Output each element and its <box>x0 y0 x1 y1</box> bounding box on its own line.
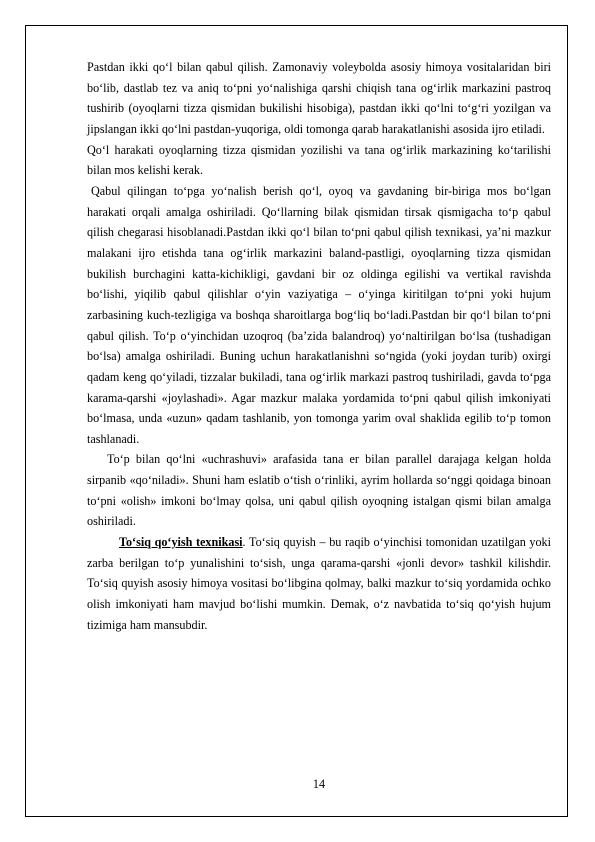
block-technique-text: To‘siq quyish – bu raqib o‘yinchisi tomonidan uzatilgan yoki zarba berilgan to‘p yunalishini to‘sish, unga qarama-qarshi «jonli devor» tashkil kilishdir. To‘siq quyish asosiy himoya vositasi bo‘libgina qolmay, balki mazkur to‘siq yordamida ochko olish imkoniyati ham mavjud bo‘lishi mumkin. Demak, o‘z navbatida to‘siq qo‘yish hujum tizimiga ham mansubdir. <box>87 535 551 632</box>
page-number: 14 <box>312 777 326 791</box>
paragraph-block-technique <box>87 532 551 635</box>
paragraph-ball-meeting: To‘p bilan qo‘lni «uchrashuvi» arafasida tana er bilan parallel darajaga kelgan holda sirpanib «qo‘niladi». Shuni ham eslatib o‘tish o‘rinliki, ayrim hollarda so‘nggi qoidaga binoan to‘pni «olish» imkoni bo‘lmay qolsa, uni qabul qilish oyoqning istalgan qismi bilan amalga oshiriladi. <box>87 452 551 529</box>
document-body <box>87 57 551 635</box>
paragraph-two-hand-receive: Pastdan ikki qo‘l bilan qabul qilish. Zamonaviy voleybolda asosiy himoya vositalaridan biri bo‘lib, dastlab tez va aniq to‘pni yo‘nalishiga qarshi chiqish tana og‘irlik markazini pastroq tushirib (oyoqlarni tizza qismidan bukilishi hisobiga), pastdan ikki qo‘lni to‘g‘ri yozilgan va jipslangan ikki qo‘lni pastdan-yuqoriga, oldi tomonga qarab harakatlanishi asosida ijro etiladi. <box>87 60 551 136</box>
paragraph-ball-direction: Qabul qilingan to‘pga yo‘nalish berish qo‘l, oyoq va gavdaning bir-biriga mos bo‘lgan harakati orqali amalga oshiriladi. Qo‘llarning bilak qismidan tirsak qismigacha to‘p qabul qilish chegarasi hisoblanadi.Pastdan ikki qo‘l bilan to‘pni qabul qilish texnikasi, ya’ni mazkur malakani ijro etishda tana og‘irlik markazini baland-pastligi, oyoqlarning tizza qismidan bukilish burchagini katta-kichikligi, gavdani bir oz oldinga egilishi va vertikal ravishda bo‘lishi, yiqilib qabul qilishlar o‘yin vaziyatiga – o‘yinga kiritilgan to‘pni yoki hujum zarbasining kuch-tezligiga va boshqa sharoitlarga bog‘liq bo‘ladi.Pastdan bir qo‘l bilan to‘pni qabul qilish. To‘p o‘yinchidan uzoqroq (ba’zida balandroq) yo‘naltirilgan bo‘lsa (tushadigan bo‘lsa) amalga oshiriladi. Buning uchun harakatlanishni so‘ngida (yoki joydan turib) oxirgi qadam keng qo‘yiladi, tizzalar bukiladi, tana og‘irlik markazi pastroq tushiriladi, gavda to‘pga karama-qarshi «joylashadi». Agar mazkur malaka yordamida to‘pni qabul qilish imkoniyati bo‘lmasa, unda «uzun» qadam tashlanib, yon tomonga yarim oval shaklida egilib to‘p tomon tashlanadi. <box>87 183 551 446</box>
block-technique-term: To‘siq qo‘yish texnikasi <box>119 535 243 550</box>
paragraph-arm-movement: Qo‘l harakati oyoqlarning tizza qismidan yozilishi va tana og‘irlik markazining ko‘tarilishi bilan mos kelishi kerak. <box>87 142 551 178</box>
block-technique-term-punct: . <box>242 535 246 550</box>
